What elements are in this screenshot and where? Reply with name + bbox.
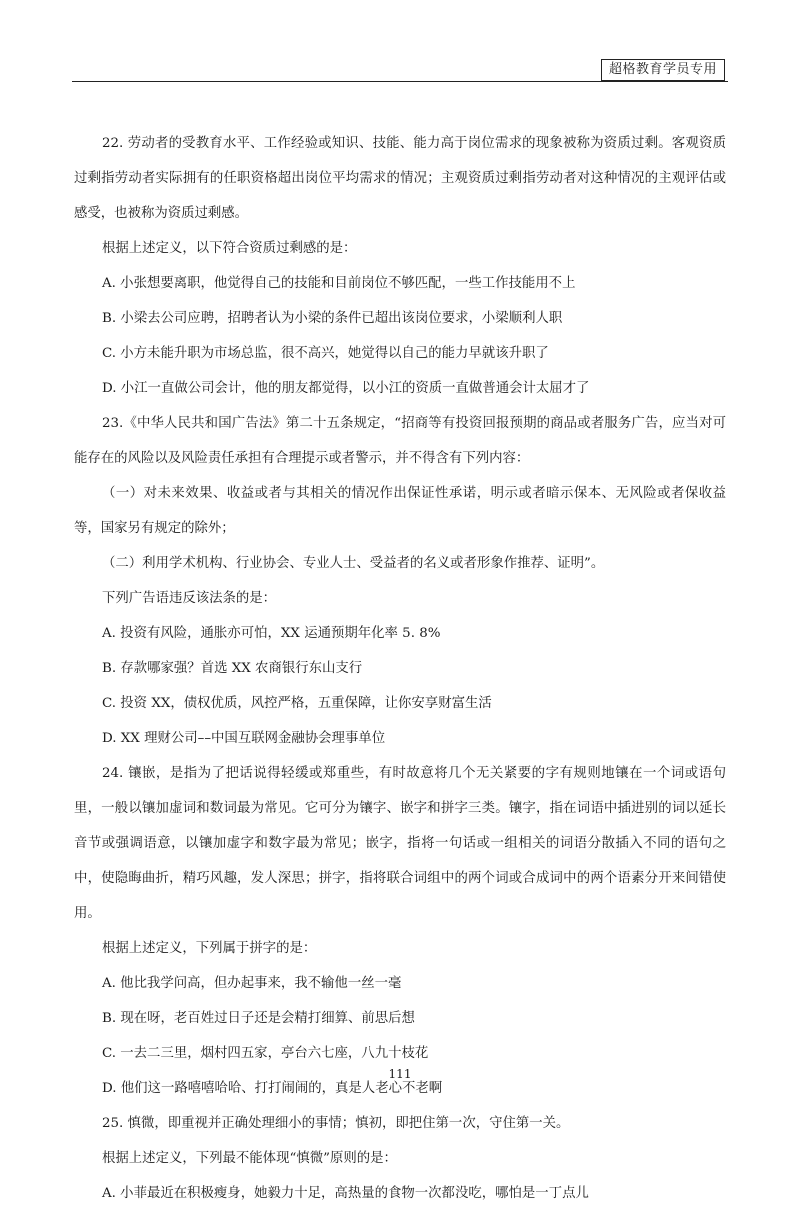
- question-25-stem: 25. 慎微，即重视并正确处理细小的事情；慎初，即把住第一次，守住第一关。: [102, 1116, 570, 1131]
- question-24-prompt: 根据上述定义，下列属于拼字的是：: [102, 941, 317, 956]
- page-number: 111: [388, 1067, 412, 1081]
- question-24-option-b: B. 现在呀，老百姓过日子还是会精打细算、前思后想: [102, 1011, 415, 1026]
- question-24-option-c: C. 一去二三里，烟村四五家，亭台六七座，八九十枝花: [102, 1046, 429, 1061]
- question-24-option-d: D. 他们这一路嘻嘻哈哈、打打闹闹的，真是人老心不老啊: [102, 1081, 443, 1096]
- question-23-clause-2: （二）利用学术机构、行业协会、专业人士、受益者的名义或者形象作推荐、证明”。: [102, 556, 605, 571]
- question-22-option-d: D. 小江一直做公司会计，他的朋友都觉得，以小江的资质一直做普通会计太屈才了: [102, 381, 590, 396]
- question-25-option-a: A. 小菲最近在积极瘦身，她毅力十足，高热量的食物一次都没吃，哪怕是一丁点儿: [102, 1186, 589, 1201]
- question-25-prompt: 根据上述定义，下列最不能体现“慎微”原则的是：: [102, 1151, 397, 1166]
- question-22-prompt: 根据上述定义，以下符合资质过剩感的是：: [102, 241, 357, 256]
- question-24-stem: 24. 镶嵌，是指为了把话说得轻缓或郑重些，有时故意将几个无关紧要的字有规则地镶在一个词或语句里，一般以镶加虚词和数词最为常见。它可分为镶字、嵌字和拼字三类。镶字，指在词语中插进别的词以延长音节或强调语意，以镶加虚字和数字最为常见；嵌字，指将一句话或一组相关的词语分散插入不同的语句之中，使隐晦曲折，精巧风趣，发人深思；拼字，指将联合词组中的两个词或合成词中的两个语素分开来间错使用。: [74, 766, 726, 921]
- question-22-option-c: C. 小方未能升职为市场总监，很不高兴，她觉得以自己的能力早就该升职了: [102, 346, 549, 361]
- question-22-option-b: B. 小梁去公司应聘，招聘者认为小梁的条件已超出该岗位要求，小梁顺利人职: [102, 311, 563, 326]
- question-23-option-a: A. 投资有风险，通胀亦可怕，XX 运通预期年化率 5. 8%: [102, 626, 441, 641]
- question-22-option-a: A. 小张想要离职，他觉得自己的技能和目前岗位不够匹配，一些工作技能用不上: [102, 276, 576, 291]
- question-22-stem: 22. 劳动者的受教育水平、工作经验或知识、技能、能力高于岗位需求的现象被称为资质过剩。客观资质过剩指劳动者实际拥有的任职资格超出岗位平均需求的情况；主观资质过剩指劳动者对这种情况的主观评估或感受，也被称为资质过剩感。: [74, 136, 726, 221]
- header-label: 超格教育学员专用: [601, 59, 725, 81]
- question-23-stem: 23.《中华人民共和国广告法》第二十五条规定，“招商等有投资回报预期的商品或者服务广告，应当对可能存在的风险以及风险责任承担有合理提示或者警示，并不得含有下列内容：: [74, 416, 726, 466]
- question-23-option-c: C. 投资 XX，债权优质，风控严格，五重保障，让你安享财富生活: [102, 696, 492, 711]
- question-23-option-b: B. 存款哪家强？首选 XX 农商银行东山支行: [102, 661, 363, 676]
- header-rule: [72, 81, 728, 82]
- question-23-prompt: 下列广告语违反该法条的是：: [102, 591, 277, 606]
- question-23-option-d: D. XX 理财公司––中国互联网金融协会理事单位: [102, 731, 386, 746]
- question-23-clause-1: （一）对未来效果、收益或者与其相关的情况作出保证性承诺，明示或者暗示保本、无风险或者保收益等，国家另有规定的除外；: [74, 486, 726, 536]
- document-body: [74, 126, 726, 1211]
- question-24-option-a: A. 他比我学问高，但办起事来，我不输他一丝一毫: [102, 976, 402, 991]
